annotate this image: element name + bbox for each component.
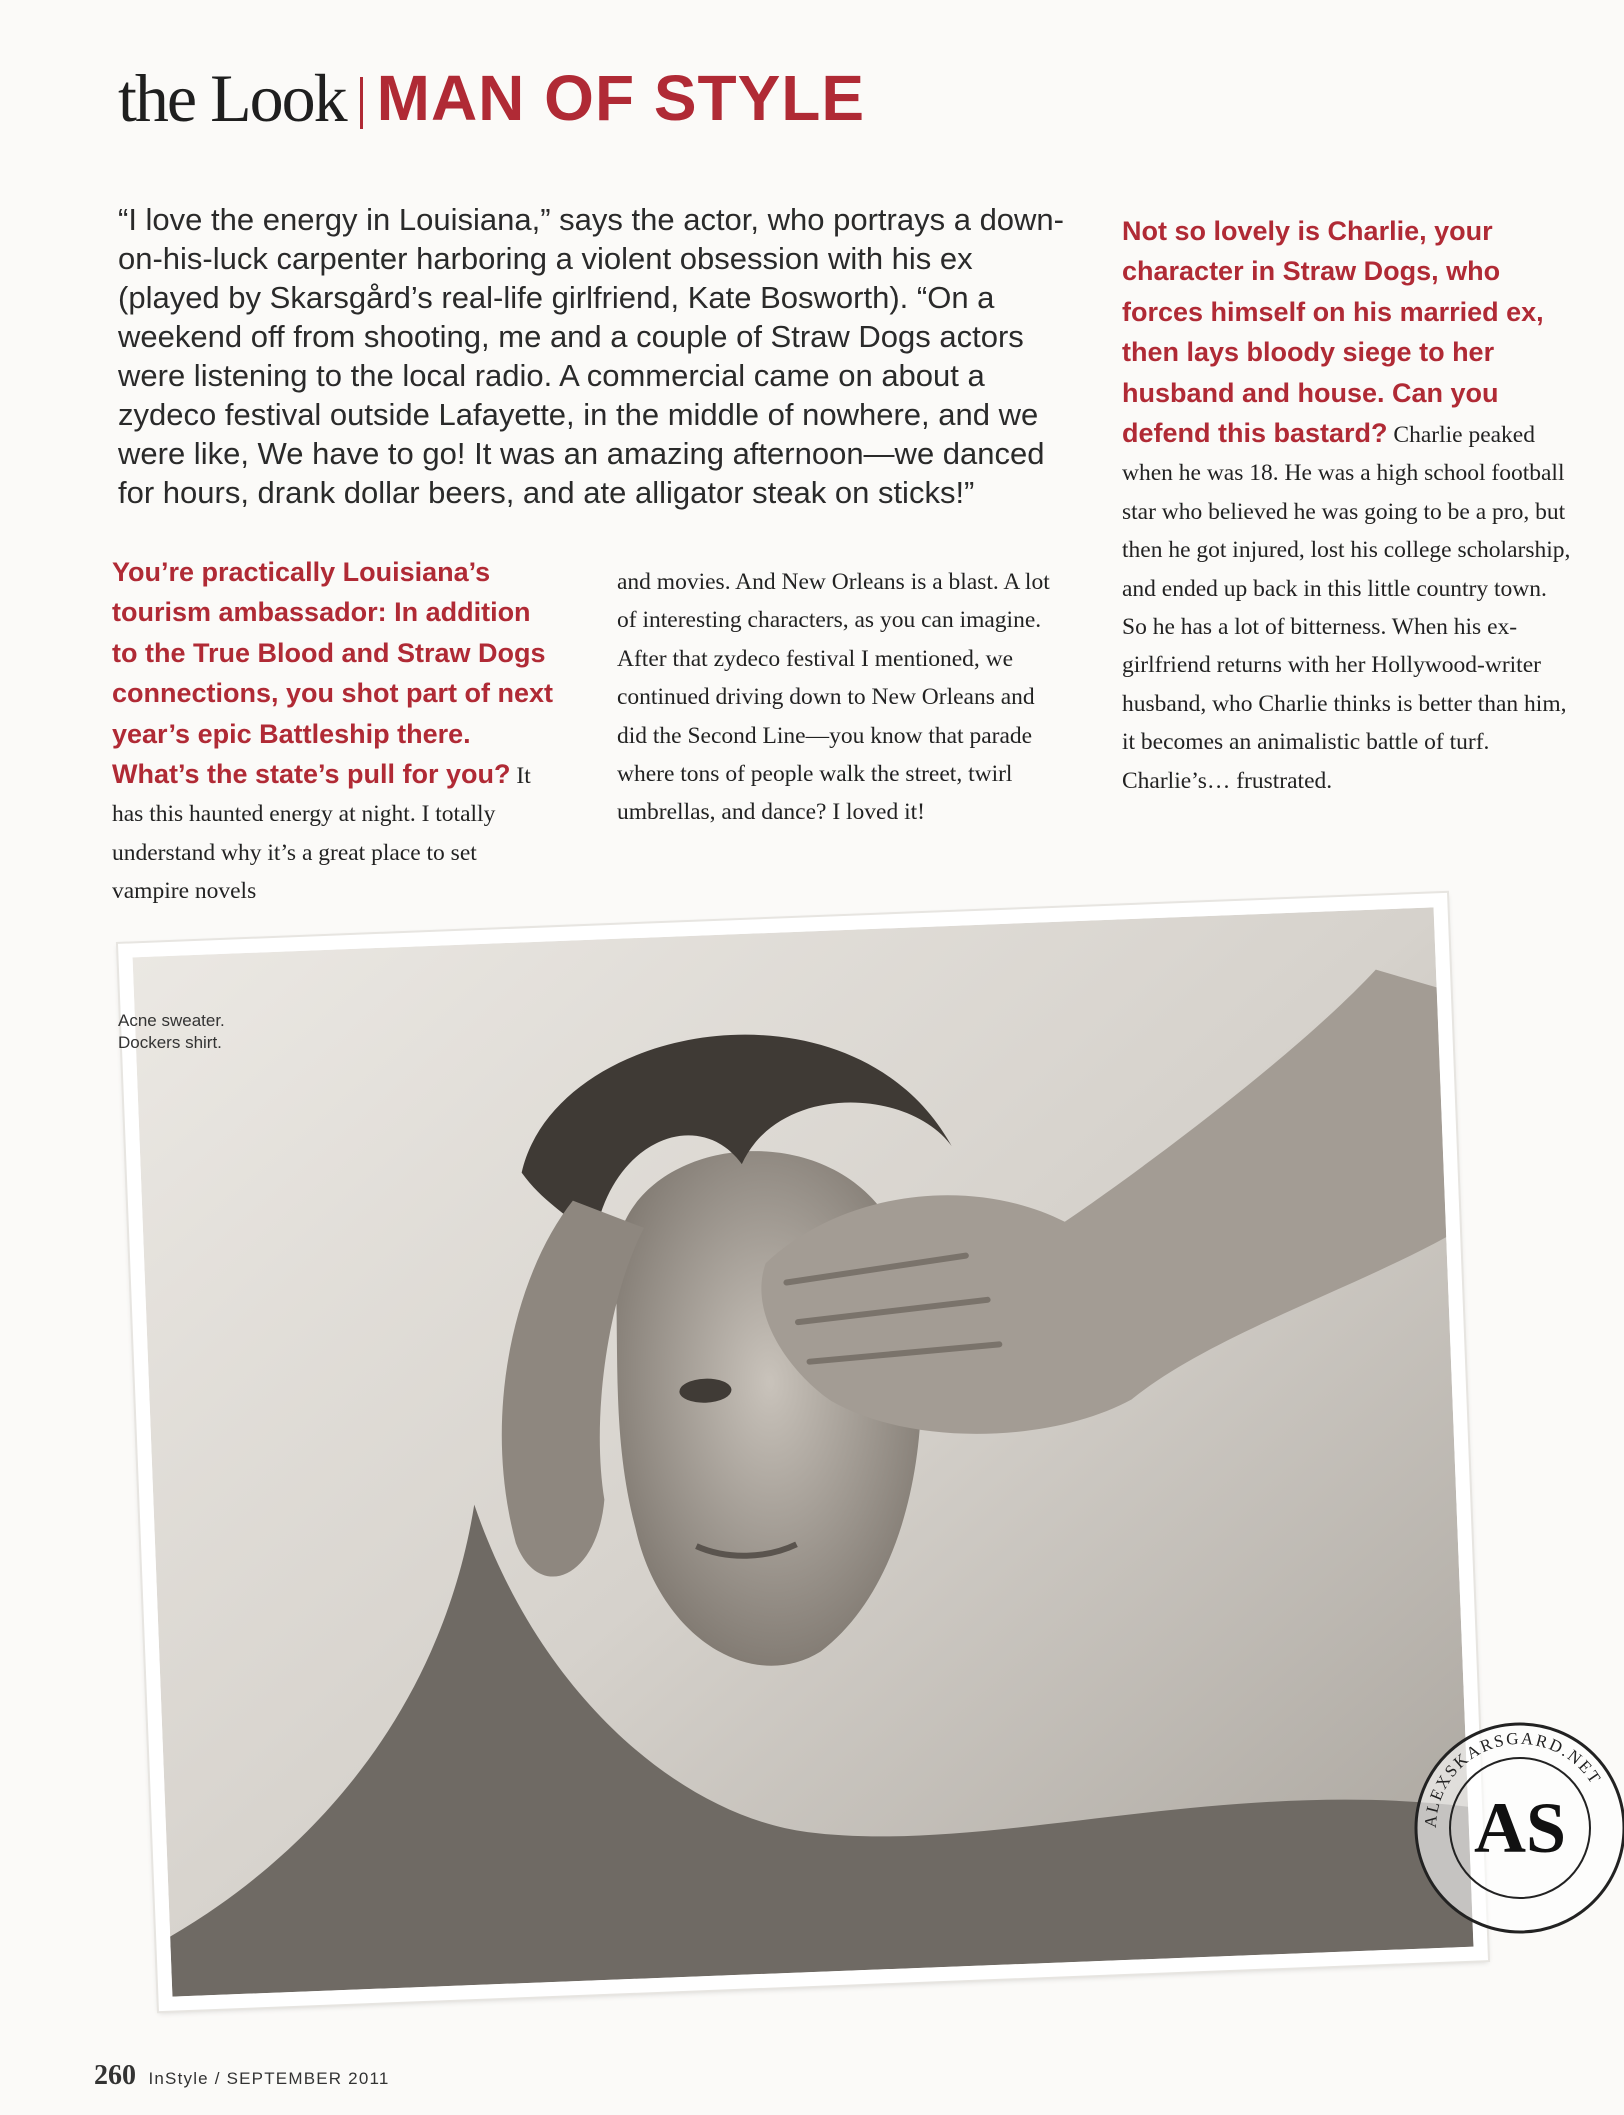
answer-1b: and movies. And New Orleans is a blast. A lot of interesting characters, as you can imagine. After that zydeco festival I mentioned, we continued driving down to New Orleans and did the Second Line—you know that parade where tons of people walk the street, twirl umbrellas, and dance? I loved it! (617, 569, 1050, 826)
lead-paragraph: “I love the energy in Louisiana,” says the actor, who portrays a down-on-his-luck carpenter harboring a violent obsession with his ex (played by Skarsgård’s real-life girlfriend, Kate Bosworth). “On a weekend off from shooting, me and a couple of Straw Dogs actors were listening to the local radio. A commercial came on about a zydeco festival outside Lafayette, in the middle of nowhere, and we were like, We have to go! It was an amazing afternoon—we danced for hours, drank dollar beers, and ate alligator steak on sticks!” (118, 202, 1064, 510)
column-3 (1122, 212, 1572, 800)
answer-1a: It has this haunted energy at night. I totally understand why it’s a great place to set vampire novels (112, 763, 531, 905)
question-2: Not so lovely is Charlie, your character in Straw Dogs, who forces himself on his married ex, then lays bloody siege to her husband and house. Can you defend this bastard? (1122, 216, 1544, 449)
portrait-image (133, 907, 1474, 1996)
question-1: You’re practically Louisiana’s tourism ambassador: In addition to the True Blood and Straw Dogs connections, you shot part of next year’s epic Battleship there. What’s the state’s pull for you? (112, 557, 554, 790)
caption-line-1: Acne sweater. (118, 1011, 225, 1030)
watermark-stamp (1412, 1720, 1624, 1936)
answer-2: Charlie peaked when he was 18. He was a high school football star who believed he was going to be a pro, but then he got injured, lost his college scholarship, and ended up back in this little country town. So he has a lot of bitterness. When his ex-girlfriend returns with her Hollywood-writer husband, who Charlie thinks is better than him, it becomes an animalistic battle of turf. Charlie’s… frustrated. (1122, 422, 1571, 794)
column-2 (617, 563, 1057, 832)
article-title: MAN OF STYLE (376, 62, 866, 134)
stamp-initials: AS (1473, 1788, 1567, 1868)
column-1 (112, 553, 557, 911)
page-header (118, 48, 865, 148)
page-number: 260 (94, 2060, 136, 2091)
footer-publication: InStyle / SEPTEMBER 2011 (148, 2069, 390, 2088)
header-divider (360, 77, 363, 129)
page-footer (94, 2060, 390, 2092)
photo-caption (118, 1010, 225, 1054)
stamp-ring-text: ALEXSKARSGARD.NET (1420, 1728, 1606, 1829)
portrait-photo (118, 893, 1488, 2011)
section-title: the Look (118, 59, 346, 136)
caption-line-2: Dockers shirt. (118, 1033, 222, 1052)
